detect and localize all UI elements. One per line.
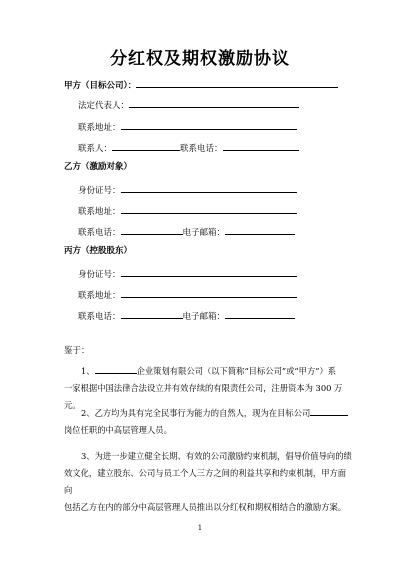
party-b-email-blank[interactable] [225, 225, 295, 235]
party-a-phone-label: 联系电话： [180, 144, 223, 154]
party-b-id-row [78, 183, 297, 197]
party-b-phone-blank[interactable] [121, 225, 183, 235]
company-name-blank[interactable] [95, 364, 137, 374]
party-a-legal-rep-row [78, 98, 299, 112]
party-a-address-row [78, 120, 297, 134]
party-c-email-label: 电子邮箱： [182, 312, 226, 322]
party-a-phone-blank[interactable] [223, 141, 299, 151]
legal-rep-blank[interactable] [129, 98, 299, 108]
party-b-email-label: 电子邮箱： [182, 228, 226, 238]
party-b-id-label: 身份证号： [78, 186, 121, 196]
party-b-label: 乙方（激励对象） [64, 162, 133, 172]
party-c-address-blank[interactable] [121, 288, 297, 298]
clause-2-text-a: 2、乙方均为具有完全民事行为能力的自然人，现为在目标公司 [81, 408, 311, 418]
clause-3-line-2: 效文化，建立股东、公司与员工个人三方之间的利益共享和约束机制，甲方面向 [64, 468, 347, 495]
party-c-phone-blank[interactable] [121, 309, 183, 319]
party-b-contact-row [78, 225, 295, 239]
party-a-name-blank[interactable] [136, 78, 338, 88]
party-b-address-row [78, 204, 297, 218]
page-number: 1 [197, 524, 203, 532]
party-b-id-blank[interactable] [121, 183, 297, 193]
party-c-address-row [78, 288, 297, 302]
party-c-label: 丙方（控股股东） [64, 246, 133, 256]
party-c-address-label: 联系地址： [78, 291, 121, 301]
legal-rep-label: 法定代表人： [78, 101, 130, 111]
party-c-email-blank[interactable] [225, 309, 295, 319]
whereas-heading: 鉴于： [64, 346, 90, 356]
clause-2 [64, 405, 354, 439]
party-a-contact-blank[interactable] [112, 141, 180, 151]
clause-1-line-1 [64, 363, 354, 380]
clause-1-number: 1、 [81, 366, 95, 376]
party-c-id-label: 身份证号： [78, 270, 121, 280]
position-blank[interactable] [310, 406, 348, 416]
party-a-contact-label: 联系人： [78, 144, 113, 154]
clause-1-line-2: 一家根据中国法律合法设立并有效存续的有限责任公司，注册资本为 300 万元。 [64, 383, 343, 410]
clause-2-line-2: 岗位任职的中高层管理人员。 [64, 425, 172, 435]
clause-1-text-a: 企业策划有限公司（以下简称“目标公司”或“甲方”）系 [136, 366, 337, 376]
party-c-id-blank[interactable] [121, 267, 297, 277]
party-c-phone-label: 联系电话： [78, 312, 121, 322]
clause-2-line-1 [64, 405, 354, 422]
party-b-address-blank[interactable] [121, 204, 297, 214]
party-a-address-label: 联系地址： [78, 123, 121, 133]
party-a-label: 甲方（目标公司）： [64, 81, 137, 91]
clause-3-line-3: 包括乙方在内的部分中高层管理人员推出以分红权和期权相结合的激励方案。 [64, 502, 347, 512]
clause-3-line-1: 3、为进一步建立健全长期、有效的公司激励约束机制，倡导价值导向的绩 [81, 451, 352, 461]
party-a-heading [64, 78, 338, 92]
party-c-contact-row [78, 309, 295, 323]
party-b-phone-label: 联系电话： [78, 228, 121, 238]
party-c-id-row [78, 267, 297, 281]
clause-3 [64, 448, 354, 516]
page-title: 分红权及期权激励协议 [110, 49, 290, 69]
party-b-address-label: 联系地址： [78, 207, 121, 217]
party-a-address-blank[interactable] [121, 120, 297, 130]
party-a-contact-row [78, 141, 299, 155]
